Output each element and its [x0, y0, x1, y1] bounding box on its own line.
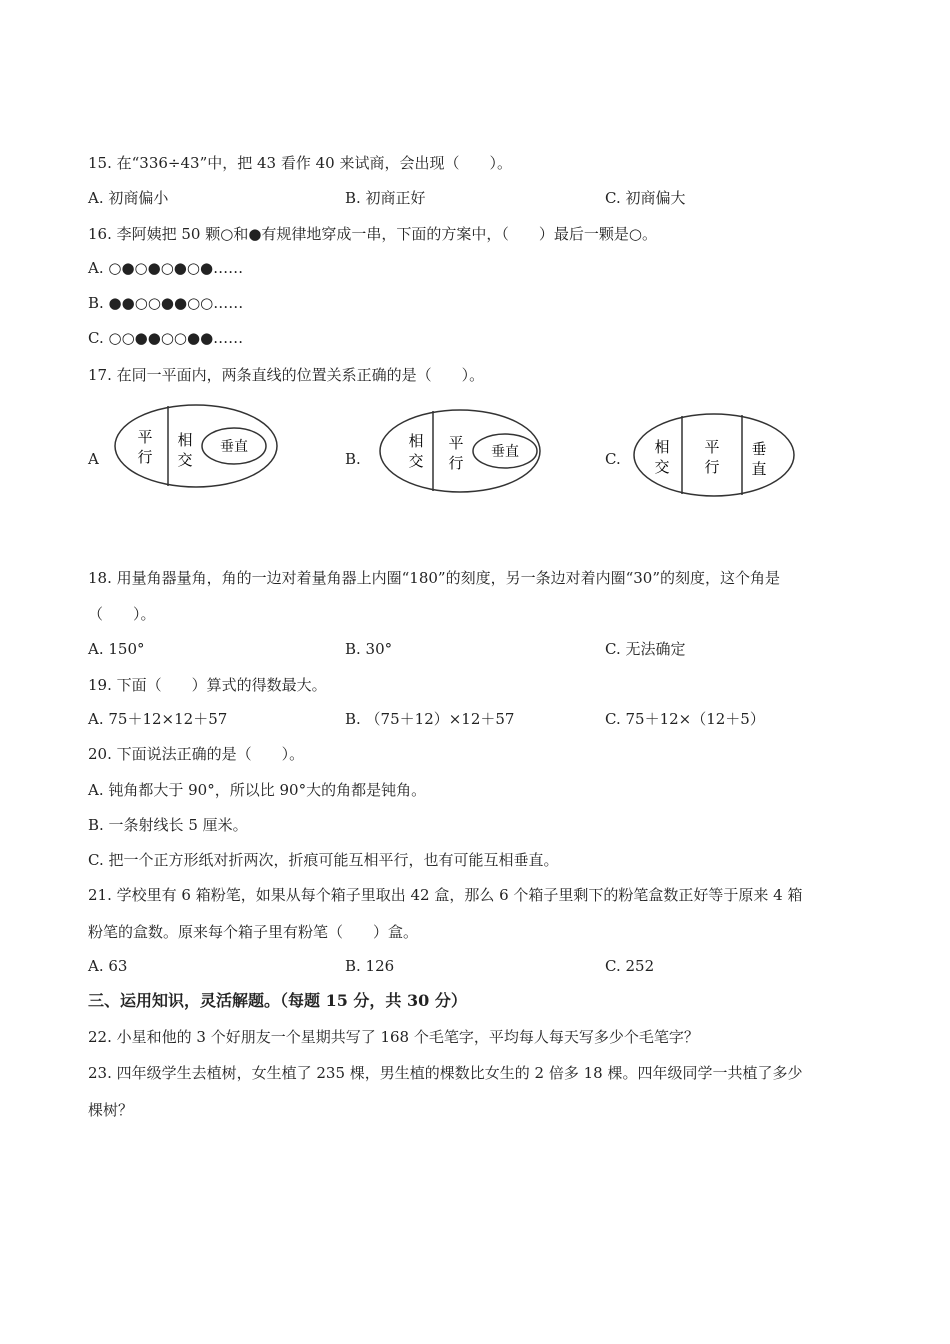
diagram-text: 相 [408, 432, 424, 450]
q21-stem: 21. 学校里有 6 箱粉笔，如果从每个箱子里取出 42 盒，那么 6 个箱子里剩下的粉笔盒数正好等于原来 4 箱 [88, 886, 803, 904]
diagram-text: 行 [704, 458, 720, 476]
q20-option-c: C. 把一个正方形纸对折两次，折痕可能互相平行，也有可能互相垂直。 [88, 851, 559, 869]
diagram-text: 垂直 [491, 444, 519, 460]
q21-option-c: C. 252 [605, 957, 655, 975]
diagram-text: 交 [177, 451, 193, 469]
q22-stem: 22. 小星和他的 3 个好朋友一个星期共写了 168 个毛笔字，平均每人每天写多少个毛笔字？ [88, 1028, 699, 1046]
diagram-text: 垂直 [220, 439, 248, 455]
q18-option-b: B. 30° [345, 640, 393, 658]
q16-option-b: B. ●●○○●●○○…… [88, 294, 244, 312]
q21-stem-continued: 粉笔的盒数。原来每个箱子里有粉笔（ ）盒。 [88, 923, 419, 941]
q15-option-b: B. 初商正好 [345, 189, 426, 207]
diagram-text: 行 [137, 448, 153, 466]
q17-stem: 17. 在同一平面内，两条直线的位置关系正确的是（ ）。 [88, 366, 485, 384]
diagram-text: 相 [654, 438, 670, 456]
section-3-heading: 三、运用知识，灵活解题。（每题 15 分，共 30 分） [88, 991, 467, 1010]
q20-stem: 20. 下面说法正确的是（ ）。 [88, 745, 305, 763]
q15-stem: 15. 在“336÷43”中，把 43 看作 40 来试商，会出现（ ）。 [88, 154, 512, 172]
q16-option-a: A. ○●○●○●○●…… [88, 259, 244, 277]
q17-diagram-a [112, 400, 282, 492]
q20-option-b: B. 一条射线长 5 厘米。 [88, 816, 248, 834]
q21-option-a: A. 63 [88, 957, 128, 975]
q18-option-a: A. 150° [88, 640, 145, 658]
q23-stem-continued: 棵树？ [88, 1101, 134, 1119]
q18-stem: 18. 用量角器量角，角的一边对着量角器上内圈“180”的刻度，另一条边对着内圈“30”的刻度，这个角是 [88, 569, 781, 587]
diagram-text: 交 [654, 458, 670, 476]
q16-stem: 16. 李阿姨把 50 颗○和●有规律地穿成一串，下面的方案中，（ ）最后一颗是○。 [88, 225, 658, 243]
q21-option-b: B. 126 [345, 957, 395, 975]
q15-option-c: C. 初商偏大 [605, 189, 686, 207]
q23-stem: 23. 四年级学生去植树，女生植了 235 棵，男生植的棵数比女生的 2 倍多 18 棵。四年级同学一共植了多少 [88, 1064, 803, 1082]
q17-option-a-label: A [88, 450, 99, 468]
q18-stem-continued: （ ）。 [88, 605, 156, 623]
diagram-text: 垂 [751, 440, 767, 458]
q17-diagram-c [632, 410, 798, 500]
q18-option-c: C. 无法确定 [605, 640, 686, 658]
diagram-text: 直 [751, 460, 767, 478]
diagram-text: 平 [448, 434, 464, 452]
diagram-text: 交 [408, 452, 424, 470]
q19-stem: 19. 下面（ ）算式的得数最大。 [88, 676, 327, 694]
q15-option-a: A. 初商偏小 [88, 189, 169, 207]
q19-option-c: C. 75＋12×（12＋5） [605, 710, 765, 728]
outer-ellipse [115, 405, 277, 487]
diagram-text: 平 [137, 428, 153, 446]
q16-option-c: C. ○○●●○○●●…… [88, 329, 244, 347]
diagram-text: 相 [177, 431, 193, 449]
q17-diagram-b [378, 406, 544, 496]
q19-option-a: A. 75＋12×12＋57 [88, 710, 228, 728]
diagram-text: 平 [704, 438, 720, 456]
q20-option-a: A. 钝角都大于 90°，所以比 90°大的角都是钝角。 [88, 781, 427, 799]
q17-option-c-label: C. [605, 450, 621, 468]
diagram-text: 行 [448, 454, 464, 472]
q17-option-b-label: B. [345, 450, 361, 468]
q19-option-b: B. （75＋12）×12＋57 [345, 710, 515, 728]
